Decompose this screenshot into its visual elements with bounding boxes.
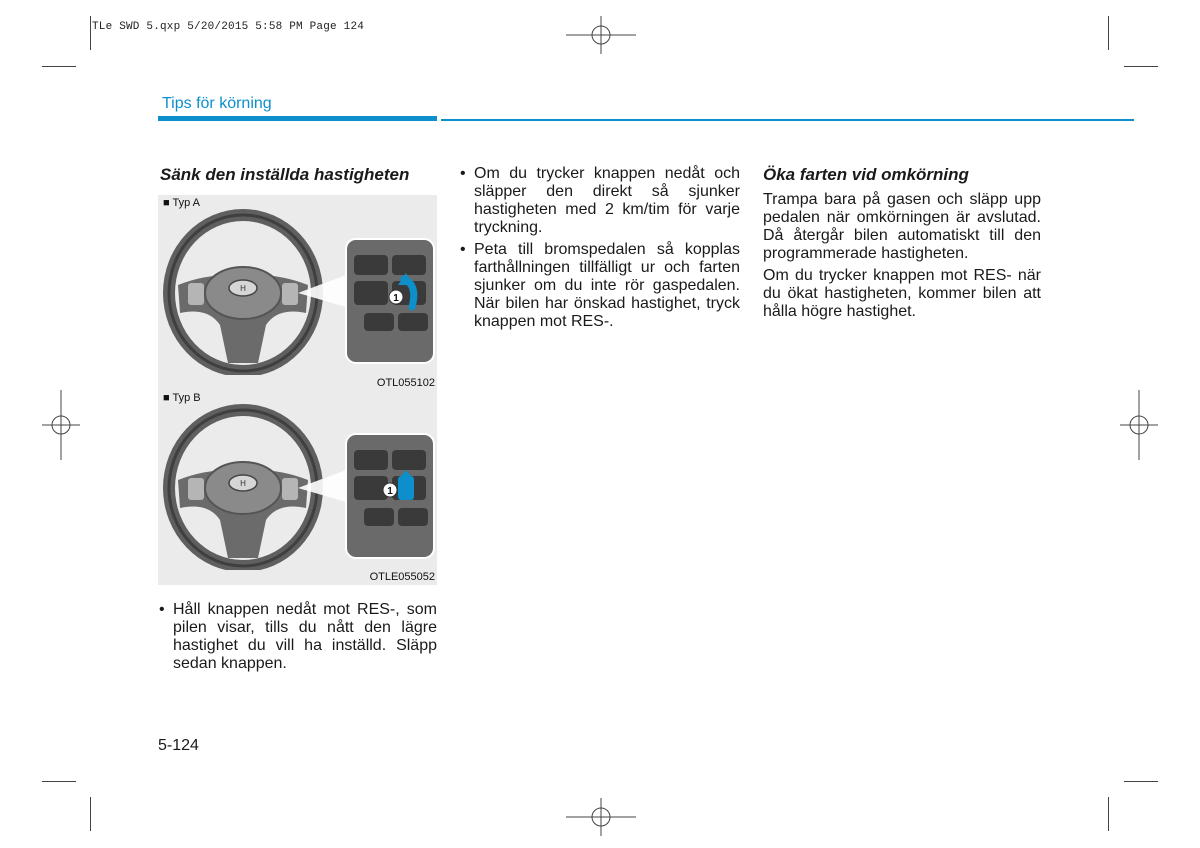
crop-mark [1108, 16, 1109, 50]
print-slug: TLe SWD 5.qxp 5/20/2015 5:58 PM Page 124 [92, 21, 365, 33]
figure-code: OTLE055052 [369, 571, 435, 583]
middle-column-text [460, 165, 740, 335]
figure-type-a [158, 195, 437, 391]
crop-mark [42, 781, 76, 782]
list-item: • Om du trycker knappen nedåt och släpper den direkt så sjunker hastigheten med 2 km/tim för varje tryckning. [460, 165, 740, 237]
bullet-list [460, 165, 740, 331]
figure-label: ■ Typ B [163, 392, 201, 404]
registration-mark-icon [566, 798, 636, 836]
header-rule-thick [158, 116, 437, 121]
list-item: • Håll knappen nedåt mot RES-, som pilen visar, tills du nått den lägre hastighet du vill ha inställd. Släpp sedan knappen. [159, 601, 437, 673]
figure-code: OTL055102 [376, 377, 435, 389]
header-rule-thin [441, 119, 1134, 121]
registration-mark-icon [566, 16, 636, 54]
page-number: 5-124 [158, 737, 199, 754]
registration-mark-icon [1120, 390, 1158, 460]
crop-mark [90, 16, 91, 50]
steering-wheel-illustration-icon [158, 195, 437, 375]
crop-mark [1124, 66, 1158, 67]
crop-mark [1124, 781, 1158, 782]
heading-lower-speed: Sänk den inställda hastigheten [160, 165, 410, 184]
list-item: • Peta till bromspedalen så kopplas farthållningen tillfälligt ur och farten sjunker om du inte rör gaspedalen. När bilen har önskad hastighet, tryck knappen mot RES-. [460, 241, 740, 331]
heading-increase-speed: Öka farten vid omkörning [763, 165, 969, 184]
figure-type-b [158, 390, 437, 585]
crop-mark [42, 66, 76, 67]
svg-text:H: H [240, 479, 246, 488]
section-title: Tips för körning [162, 95, 272, 112]
crop-mark [1108, 797, 1109, 831]
figure-label: ■ Typ A [163, 197, 201, 209]
left-column-text [159, 601, 437, 677]
crop-mark [90, 797, 91, 831]
steering-wheel-illustration-icon [158, 390, 437, 570]
callout-number: 1 [393, 293, 399, 304]
svg-text:H: H [240, 284, 246, 293]
paragraph: Trampa bara på gasen och släpp upp pedalen när omkörningen är avslutad. Då återgår bilen automatiskt till den programmerade hastigheten. [763, 191, 1041, 262]
registration-mark-icon [42, 390, 80, 460]
callout-number: 1 [387, 486, 393, 497]
bullet-list [159, 601, 437, 673]
paragraph: Om du trycker knappen mot RES- när du ökat hastigheten, kommer bilen att hålla högre hastighet. [763, 267, 1041, 320]
right-column-text [763, 165, 1041, 321]
